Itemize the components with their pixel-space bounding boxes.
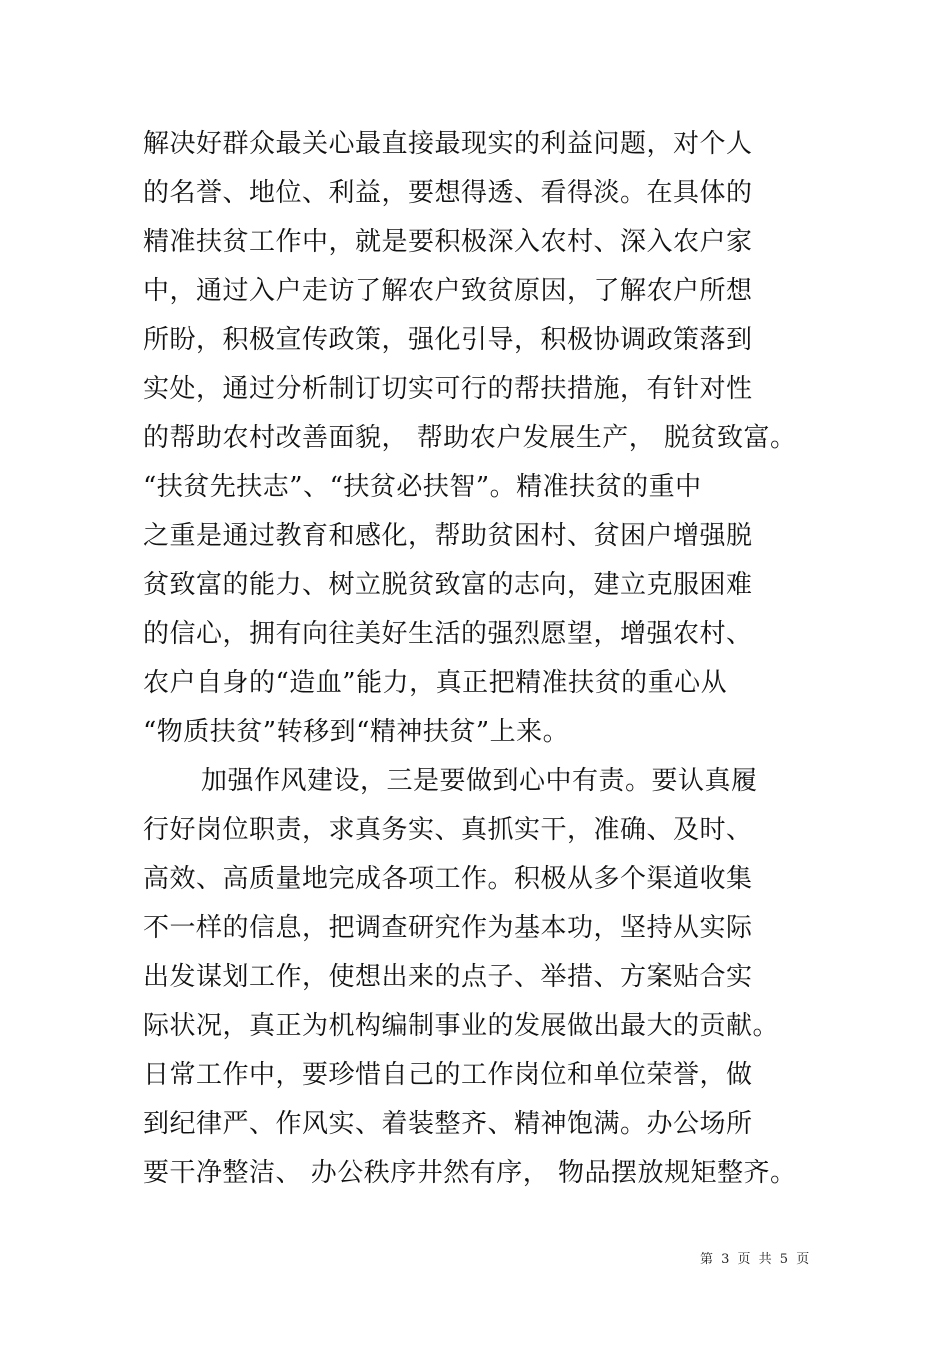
text-line: 不一样的信息，把调查研究作为基本功，坚持从实际 [143, 913, 753, 943]
text-line: 所盼，积极宣传政策，强化引导，积极协调政策落到 [143, 325, 753, 355]
text-line: 贫致富的能力、树立脱贫致富的志向，建立克服困难 [143, 570, 753, 600]
text-line: 到纪律严、作风实、着装整齐、精神饱满。办公场所 [143, 1109, 753, 1139]
text-line: 高效、高质量地完成各项工作。积极从多个渠道收集 [143, 864, 753, 894]
text-line: 行好岗位职责，求真务实、真抓实干，准确、及时、 [143, 815, 753, 845]
text-line: 际状况，真正为机构编制事业的发展做出最大的贡献。 [143, 1011, 780, 1041]
paragraph-start-line: 加强作风建设，三是要做到心中有责。要认真履 [201, 766, 758, 796]
text-line: 的信心，拥有向往美好生活的强烈愿望，增强农村、 [143, 619, 753, 649]
text-line: 解决好群众最关心最直接最现实的利益问题，对个人 [143, 129, 753, 159]
text-line: “物质扶贫”转移到“精神扶贫”上来。 [143, 717, 570, 747]
text-line: “扶贫先扶志”、“扶贫必扶智”。精准扶贫的重中 [143, 472, 702, 502]
text-line: 之重是通过教育和感化，帮助贫困村、贫困户增强脱 [143, 521, 753, 551]
text-line: 实处，通过分析制订切实可行的帮扶措施，有针对性 [143, 374, 753, 404]
text-line: 的名誉、地位、利益，要想得透、看得淡。在具体的 [143, 178, 753, 208]
page-number-footer: 第 3 页 共 5 页 [700, 1252, 812, 1267]
text-line: 要干净整洁、 办公秩序井然有序， 物品摆放规矩整齐。 [143, 1158, 797, 1188]
text-line: 出发谋划工作，使想出来的点子、举措、方案贴合实 [143, 962, 753, 992]
text-line: 的帮助农村改善面貌， 帮助农户发展生产， 脱贫致富。 [143, 423, 797, 453]
body-text [143, 120, 843, 1198]
text-line: 日常工作中，要珍惜自己的工作岗位和单位荣誉，做 [143, 1060, 753, 1090]
text-line: 中，通过入户走访了解农户致贫原因，了解农户所想 [143, 276, 753, 306]
text-line: 农户自身的“造血”能力，真正把精准扶贫的重心从 [143, 668, 728, 698]
text-line: 精准扶贫工作中，就是要积极深入农村、深入农户家 [143, 227, 753, 257]
